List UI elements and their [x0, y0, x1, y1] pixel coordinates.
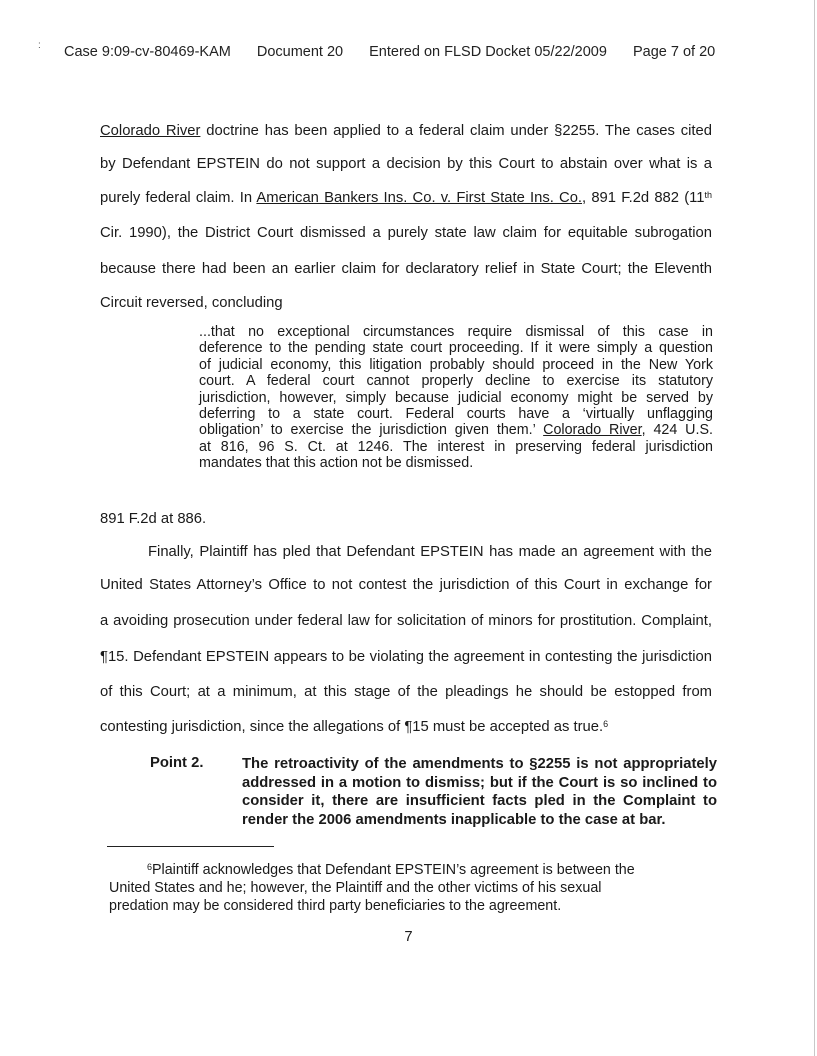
point-heading-line: render the 2006 amendments inapplicable to the case at bar. [242, 811, 666, 828]
body-line: of this Court; at a minimum, at this stage of the pleadings he should be estopped from [100, 684, 712, 700]
scan-mark: : [38, 40, 41, 51]
citation-line: 891 F.2d at 886. [100, 511, 207, 527]
point-heading-line: The retroactivity of the amendments to §2255 is not appropriately [242, 756, 717, 772]
quote-line: mandates that this action not be dismissed. [199, 455, 474, 472]
case-citation: American Bankers Ins. Co. v. First State Ins. Co. [256, 190, 583, 206]
footnote-line: predation may be considered third party beneficiaries to the agreement. [109, 898, 562, 914]
quote-line: jurisdiction, however, simply because judicial economy might be served by [199, 389, 713, 406]
quote-line: court. A federal court cannot properly decline to exercise its statutory [199, 373, 713, 390]
quote-line: ...that no exceptional circumstances require dismissal of this case in [199, 324, 713, 340]
footnote-line: $^6$Plaintiff acknowledges that Defendant EPSTEIN’s agreement is between the [147, 862, 635, 878]
document-number: Document 20 [256, 44, 344, 60]
docket-entry-date: Entered on FLSD Docket 05/22/2009 [369, 44, 607, 60]
point-heading-line: addressed in a motion to dismiss; but if the Court is so inclined to [242, 774, 717, 791]
quote-line: deference to the pending state court proceeding. If it were simply a question [199, 340, 713, 357]
point-label: Point 2. [150, 755, 204, 771]
body-line: contesting jurisdiction, since the allegations of ¶15 must be accepted as true.$^6$ [100, 719, 609, 735]
case-citation: Colorado River [100, 123, 201, 139]
docket-header [64, 44, 715, 60]
quote-line: deferring to a state court. Federal courts have a ‘virtually unflagging [199, 405, 713, 422]
quote-line: obligation’ to exercise the jurisdiction given them.’ Colorado River, 424 U.S. [199, 422, 713, 439]
page-number: 7 [404, 929, 413, 945]
body-line: a avoiding prosecution under federal law for solicitation of minors for prostitution. Complaint, [100, 613, 712, 629]
footnote-reference: 6 [603, 719, 609, 729]
body-line: because there had been an earlier claim for declaratory relief in State Court; the Eleventh [100, 261, 712, 277]
body-line: Colorado River doctrine has been applied to a federal claim under §2255. The cases cited [100, 123, 713, 139]
body-line: purely federal claim. In American Bankers Ins. Co. v. First State Ins. Co., 891 F.2d 882 (11th [100, 190, 712, 206]
body-line: by Defendant EPSTEIN do not support a decision by this Court to abstain over what is a [100, 156, 712, 172]
body-line: United States Attorney’s Office to not contest the jurisdiction of this Court in exchange for [100, 577, 712, 593]
footnote-line: United States and he; however, the Plaintiff and the other victims of his sexual [109, 880, 602, 896]
footnote [109, 861, 709, 915]
body-line: Circuit reversed, concluding [100, 295, 283, 311]
point-heading-line: consider it, there are insufficient facts pled in the Complaint to [242, 793, 717, 809]
body-line: Finally, Plaintiff has pled that Defendant EPSTEIN has made an agreement with the [148, 544, 712, 560]
quote-line: of judicial economy, this litigation probably should proceed in the New York [199, 356, 713, 373]
quote-line: at 816, 96 S. Ct. at 1246. The interest in preserving federal jurisdiction [199, 438, 713, 455]
body-line: Cir. 1990), the District Court dismissed a purely state law claim for equitable subrogation [100, 225, 712, 241]
body-line: ¶15. Defendant EPSTEIN appears to be violating the agreement in contesting the jurisdiction [100, 649, 712, 665]
scan-edge-line [814, 0, 815, 1056]
case-number: Case 9:09-cv-80469-KAM [64, 44, 231, 60]
page-count: Page 7 of 20 [632, 44, 716, 60]
footnote-marker: 6 [147, 862, 153, 872]
block-quote [199, 324, 713, 472]
point-heading [242, 755, 717, 829]
case-citation: Colorado River [543, 422, 642, 439]
footnote-divider [107, 846, 274, 847]
